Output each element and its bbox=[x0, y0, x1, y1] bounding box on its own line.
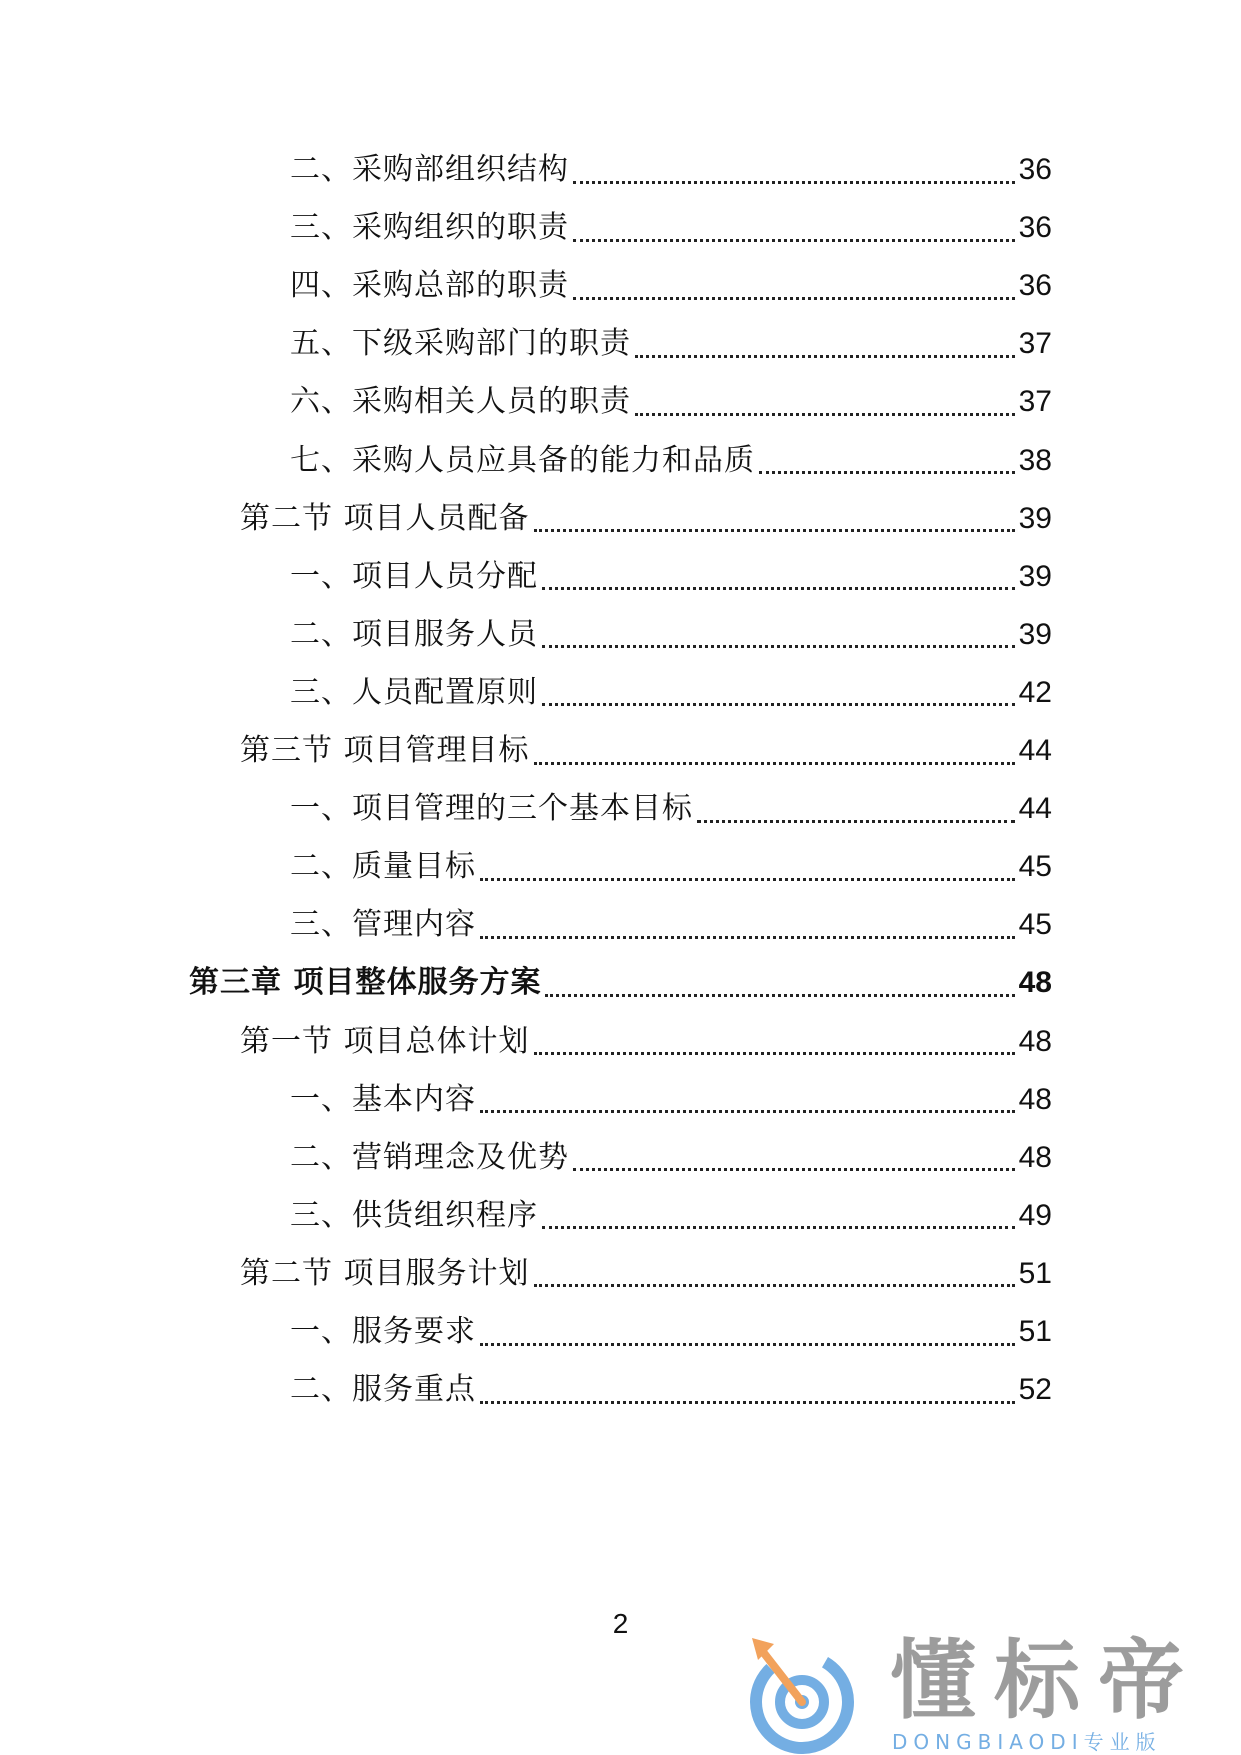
watermark bbox=[740, 1630, 1220, 1754]
toc-entry-page: 52 bbox=[1018, 1373, 1052, 1407]
toc-entry-page: 38 bbox=[1018, 443, 1052, 477]
toc-dot-leader bbox=[480, 1401, 1015, 1404]
toc-dot-leader bbox=[635, 413, 1015, 416]
toc-entry[interactable] bbox=[290, 382, 1052, 422]
toc-dot-leader bbox=[635, 355, 1015, 358]
toc-dot-leader bbox=[480, 1343, 1015, 1346]
toc-entry-page: 39 bbox=[1018, 559, 1052, 593]
toc-dot-leader bbox=[542, 703, 1015, 706]
toc-entry-title: 第二节 项目服务计划 bbox=[240, 1255, 530, 1291]
toc-dot-leader bbox=[480, 878, 1015, 881]
toc-dot-leader bbox=[542, 1226, 1015, 1229]
toc-entry-page: 48 bbox=[1018, 966, 1052, 1000]
toc-entry-page: 36 bbox=[1018, 153, 1052, 186]
toc-entry-page: 51 bbox=[1018, 1315, 1052, 1348]
toc-entry-page: 36 bbox=[1018, 269, 1052, 303]
toc-dot-leader bbox=[480, 1110, 1015, 1113]
toc-entry-page: 42 bbox=[1018, 675, 1052, 709]
toc-entry[interactable] bbox=[290, 1080, 1052, 1120]
toc-entry[interactable] bbox=[290, 1196, 1052, 1236]
toc-dot-leader bbox=[534, 1052, 1015, 1055]
toc-entry-title: 一、基本内容 bbox=[290, 1081, 476, 1117]
toc-entry-title: 三、采购组织的职责 bbox=[290, 210, 569, 246]
toc-dot-leader bbox=[697, 820, 1015, 823]
toc-entry-page: 39 bbox=[1018, 501, 1052, 535]
toc-entry-page: 45 bbox=[1018, 908, 1052, 942]
target-arrow-icon bbox=[740, 1630, 870, 1754]
toc-dot-leader bbox=[545, 994, 1014, 997]
toc-entry-page: 37 bbox=[1018, 385, 1052, 419]
toc-entry[interactable] bbox=[290, 847, 1052, 887]
toc-entry-page: 48 bbox=[1018, 1024, 1052, 1058]
toc-entry-page: 51 bbox=[1018, 1256, 1052, 1290]
toc-entry[interactable] bbox=[290, 789, 1052, 829]
toc-dot-leader bbox=[573, 297, 1015, 300]
toc-entry-title: 三、供货组织程序 bbox=[290, 1197, 538, 1233]
toc-entry[interactable] bbox=[290, 441, 1052, 481]
toc-entry-title: 二、服务重点 bbox=[290, 1372, 476, 1408]
toc-entry[interactable] bbox=[290, 1370, 1052, 1410]
toc-entry[interactable] bbox=[290, 673, 1052, 713]
toc-entry-title: 第二节 项目人员配备 bbox=[240, 500, 530, 536]
toc-entry-title: 一、项目人员分配 bbox=[290, 558, 538, 594]
page-number: 2 bbox=[612, 1608, 629, 1639]
toc-entry-page: 37 bbox=[1018, 327, 1052, 361]
toc-dot-leader bbox=[542, 645, 1015, 648]
toc-entry[interactable] bbox=[240, 731, 1052, 771]
toc-entry[interactable] bbox=[240, 1254, 1052, 1294]
toc-entry-title: 三、管理内容 bbox=[290, 907, 476, 943]
toc-entry-title: 一、服务要求 bbox=[290, 1314, 476, 1349]
watermark-brand: 懂标帝 bbox=[890, 1631, 1202, 1731]
toc-dot-leader bbox=[573, 1168, 1015, 1171]
watermark-subtitle: DONGBIAODI专业版 bbox=[892, 1730, 1162, 1754]
toc-entry-title: 二、营销理念及优势 bbox=[290, 1139, 569, 1175]
toc-entry[interactable] bbox=[189, 963, 1052, 1003]
toc-entry[interactable] bbox=[290, 905, 1052, 945]
toc-entry-page: 36 bbox=[1018, 211, 1052, 245]
toc-entry-title: 三、人员配置原则 bbox=[290, 674, 538, 710]
toc-entry-page: 44 bbox=[1018, 734, 1052, 767]
toc-entry-title: 一、项目管理的三个基本目标 bbox=[290, 791, 693, 827]
toc-dot-leader bbox=[542, 587, 1015, 590]
toc-entry[interactable] bbox=[290, 150, 1052, 190]
toc-entry-page: 39 bbox=[1018, 617, 1052, 651]
toc-entry-page: 44 bbox=[1018, 792, 1052, 826]
toc-entry-title: 第一节 项目总体计划 bbox=[240, 1023, 530, 1059]
toc-entry-title: 二、采购部组织结构 bbox=[290, 152, 569, 187]
toc-entry-title: 第三章 项目整体服务方案 bbox=[189, 965, 542, 1001]
toc-entry[interactable] bbox=[290, 557, 1052, 597]
toc-entry-page: 49 bbox=[1018, 1198, 1052, 1232]
toc-dot-leader bbox=[534, 1284, 1015, 1287]
toc-entry[interactable] bbox=[240, 1022, 1052, 1062]
toc-entry-title: 四、采购总部的职责 bbox=[290, 268, 569, 304]
toc-dot-leader bbox=[759, 471, 1015, 474]
toc-entry-page: 48 bbox=[1018, 1082, 1052, 1116]
toc-entry[interactable] bbox=[290, 1312, 1052, 1352]
toc-entry-title: 二、质量目标 bbox=[290, 849, 476, 885]
toc-dot-leader bbox=[534, 762, 1015, 765]
toc-entry[interactable] bbox=[290, 615, 1052, 655]
toc-dot-leader bbox=[573, 181, 1015, 184]
toc-entry-title: 第三节 项目管理目标 bbox=[240, 733, 530, 768]
toc-entry-title: 六、采购相关人员的职责 bbox=[290, 384, 631, 420]
toc-entry-title: 五、下级采购部门的职责 bbox=[290, 326, 631, 362]
toc-entry-page: 45 bbox=[1018, 850, 1052, 884]
toc-dot-leader bbox=[480, 936, 1015, 939]
toc-entry[interactable] bbox=[290, 266, 1052, 306]
toc-entry-title: 二、项目服务人员 bbox=[290, 616, 538, 652]
toc-dot-leader bbox=[573, 239, 1015, 242]
toc-entry[interactable] bbox=[290, 324, 1052, 364]
toc-entry-title: 七、采购人员应具备的能力和品质 bbox=[290, 442, 755, 478]
toc-entry[interactable] bbox=[290, 1138, 1052, 1178]
toc-dot-leader bbox=[534, 529, 1015, 532]
toc-entry[interactable] bbox=[240, 499, 1052, 539]
toc-entry-page: 48 bbox=[1018, 1140, 1052, 1174]
toc-entry[interactable] bbox=[290, 208, 1052, 248]
